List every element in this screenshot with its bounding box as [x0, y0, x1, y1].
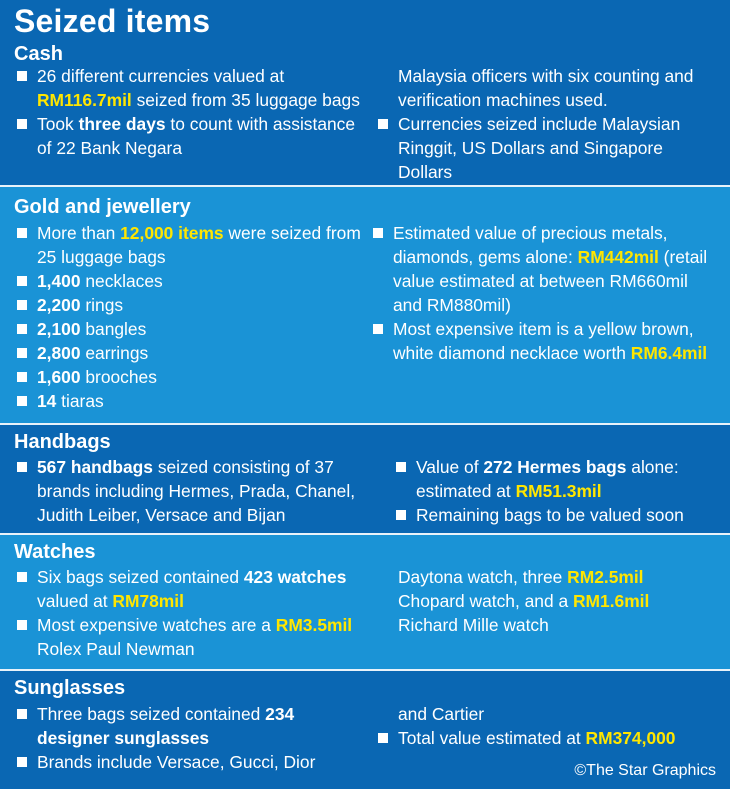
cash-section: [0, 0, 730, 186]
bullet-icon: [17, 396, 27, 406]
page-title: Seized items: [14, 3, 211, 39]
list-item: Most expensive watches are a RM3.5mil Rolex Paul Newman: [16, 613, 356, 661]
bullet-icon: [17, 348, 27, 358]
list-item: Six bags seized contained 423 watches valued at RM78mil: [16, 565, 356, 613]
bullet-icon: [17, 71, 27, 81]
watches-left-column: [16, 565, 356, 661]
gold-right-column: [372, 221, 717, 365]
cash-left-column: [16, 64, 368, 160]
sunglasses-right-column: [377, 702, 717, 750]
bullet-icon: [373, 324, 383, 334]
list-item-continued: Malaysia officers with six counting and verification machines used.: [398, 66, 694, 110]
sunglasses-left-column: [16, 702, 346, 774]
handbags-section: [0, 425, 730, 533]
list-item: Took three days to count with assistance of 22 Bank Negara: [16, 112, 368, 160]
bullet-icon: [17, 757, 27, 767]
gold-title: Gold and jewellery: [14, 196, 191, 218]
list-item: Three bags seized contained 234 designer sunglasses: [16, 702, 346, 750]
sunglasses-title: Sunglasses: [14, 677, 126, 699]
bullet-icon: [17, 228, 27, 238]
bullet-icon: [17, 300, 27, 310]
list-item: Currencies seized include Malaysian Ringgit, US Dollars and Singapore Dollars: [377, 112, 717, 184]
bullet-icon: [396, 462, 406, 472]
bullet-icon: [373, 228, 383, 238]
list-item: 1,400 necklaces: [16, 269, 364, 293]
bullet-icon: [396, 510, 406, 520]
cash-right-column: [377, 64, 717, 184]
watches-section: [0, 535, 730, 669]
list-item: 2,800 earrings: [16, 341, 364, 365]
list-item: Value of 272 Hermes bags alone: estimated at RM51.3mil: [395, 455, 717, 503]
list-item: Brands include Versace, Gucci, Dior: [16, 750, 346, 774]
bullet-icon: [17, 462, 27, 472]
bullet-icon: [17, 324, 27, 334]
list-item-continued: Daytona watch, three RM2.5mil Chopard watch, and a RM1.6mil Richard Mille watch: [398, 567, 650, 635]
credit-text: ©The Star Graphics: [574, 762, 716, 779]
handbags-title: Handbags: [14, 431, 111, 453]
list-item: Most expensive item is a yellow brown, white diamond necklace worth RM6.4mil: [372, 317, 717, 365]
cash-title: Cash: [14, 43, 63, 65]
bullet-icon: [17, 372, 27, 382]
list-item-continued: and Cartier: [398, 704, 485, 724]
list-item: 14 tiaras: [16, 389, 364, 413]
bullet-icon: [17, 709, 27, 719]
bullet-icon: [17, 276, 27, 286]
bullet-icon: [17, 572, 27, 582]
list-item: 26 different currencies valued at RM116.7mil seized from 35 luggage bags: [16, 64, 368, 112]
handbags-left-column: [16, 455, 386, 527]
bullet-icon: [378, 733, 388, 743]
bullet-icon: [17, 119, 27, 129]
list-item: 567 handbags seized consisting of 37 brands including Hermes, Prada, Chanel, Judith Leiber, Versace and Bijan: [16, 455, 386, 527]
list-item: Estimated value of precious metals, diamonds, gems alone: RM442mil (retail value estimated at between RM660mil and RM880mil): [372, 221, 717, 317]
bullet-icon: [378, 119, 388, 129]
bullet-icon: [17, 620, 27, 630]
list-item: 2,100 bangles: [16, 317, 364, 341]
list-item: 2,200 rings: [16, 293, 364, 317]
handbags-right-column: [395, 455, 717, 527]
watches-title: Watches: [14, 541, 96, 563]
list-item: Total value estimated at RM374,000: [377, 726, 717, 750]
gold-section: [0, 187, 730, 423]
gold-left-column: [16, 221, 364, 413]
list-item: 1,600 brooches: [16, 365, 364, 389]
list-item: Remaining bags to be valued soon: [395, 503, 717, 527]
list-item: More than 12,000 items were seized from 25 luggage bags: [16, 221, 364, 269]
watches-right-column: [377, 565, 687, 637]
